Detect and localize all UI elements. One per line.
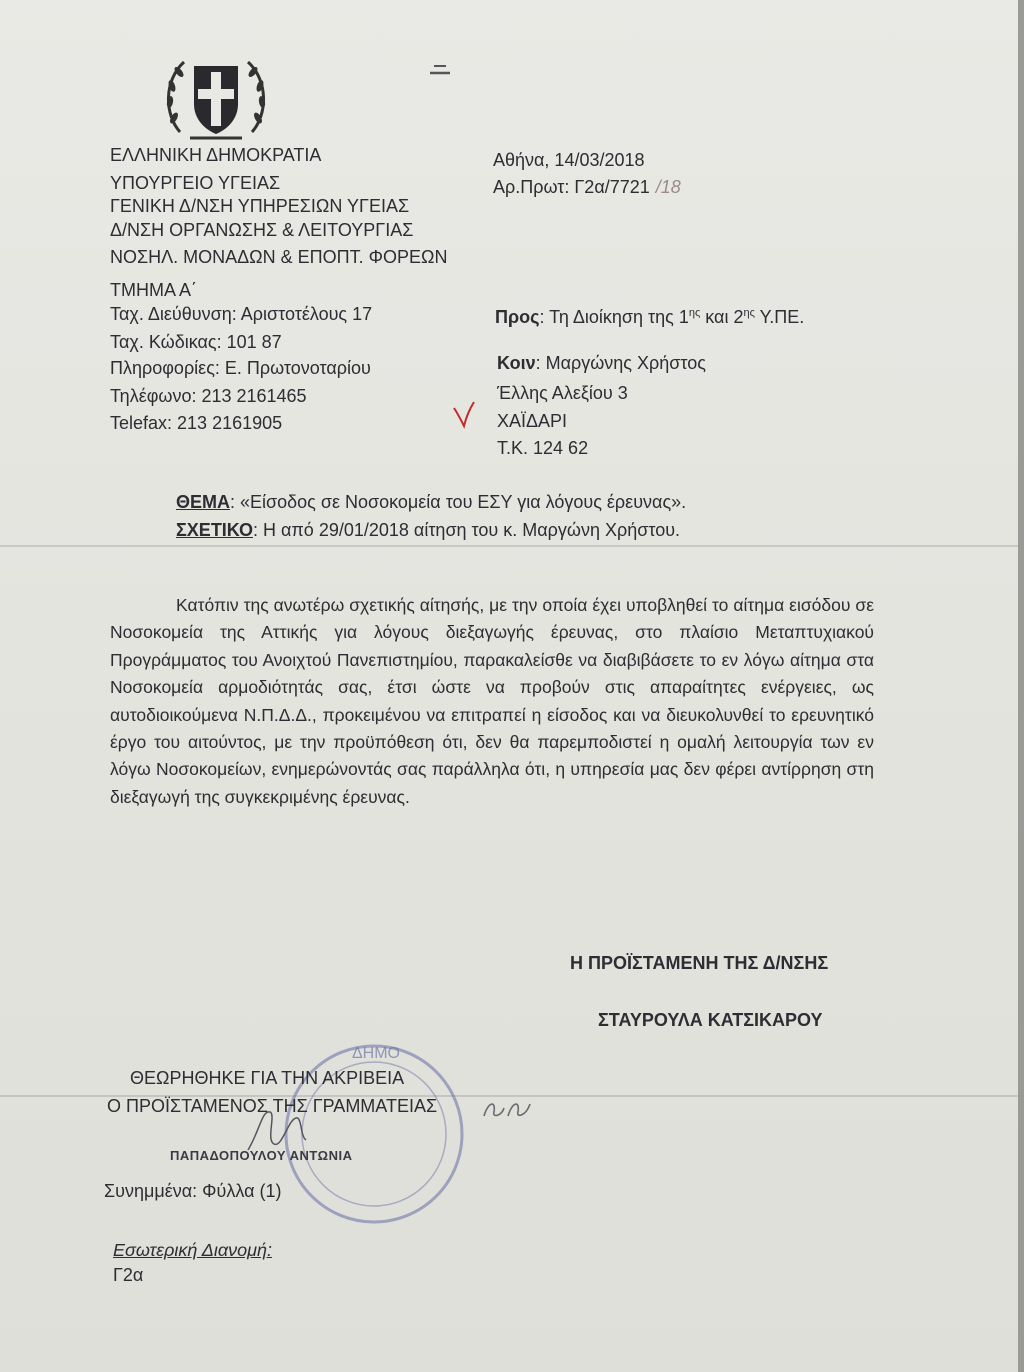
greek-emblem-icon (160, 52, 272, 148)
recipient (495, 303, 804, 327)
check-mark-icon (450, 400, 480, 430)
sender-line-4: Δ/ΝΣΗ ΟΡΓΑΝΩΣΗΣ & ΛΕΙΤΟΥΡΓΙΑΣ (110, 220, 414, 240)
attachments: Συνημμένα: Φύλλα (1) (104, 1181, 282, 1201)
handwritten-signature (240, 1100, 310, 1160)
sender-address: Ταχ. Διεύθυνση: Αριστοτέλους 17 (110, 304, 373, 324)
protocol-number (493, 177, 681, 197)
fold-line (0, 545, 1024, 547)
recipient-text-b: και 2 (700, 307, 744, 327)
handwritten-initials (478, 1092, 536, 1122)
sender-line-2: ΥΠΟΥΡΓΕΙΟ ΥΓΕΙΑΣ (110, 173, 281, 193)
subject-line (176, 492, 686, 512)
body-text (110, 592, 874, 811)
sender-line-3: ΓΕΝΙΚΗ Δ/ΝΣΗ ΥΠΗΡΕΣΙΩΝ ΥΓΕΙΑΣ (110, 196, 410, 216)
cc-postcode: Τ.Κ. 124 62 (497, 438, 589, 458)
related-line (176, 520, 680, 540)
recipient-text-c: Υ.ΠΕ. (754, 307, 805, 327)
body-paragraph: Κατόπιν της ανωτέρω σχετικής αίτησής, με την οποία έχει υποβληθεί το αίτημα εισόδου σε Νοσοκομεία της Αττικής για λόγους διεξαγωγής έρευνας, στο πλαίσιο Μεταπτυχιακού Προγράμματος του Ανοιχτού Πανεπιστημίου, παρακαλείσθε να διαβιβάσετε το εν λόγω αίτημα στα Νοσοκομεία αρμοδιότητάς σας, έτσι ώστε να προβούν στις απαραίτητες ενέργειες, ως αυτοδιοικούμενα Ν.Π.Δ.Δ., προκειμένου να επιτραπεί η είσοδος και να διευκολυνθεί το ερευνητικό έργο του αιτούντος, με την προϋπόθεση ότι, δεν θα παρεμποδιστεί η ομαλή λειτουργία των εν λόγω Νοσοκομείων, ενημερώνοντάς σας παράλληλα ότι, η υπηρεσία μας δεν φέρει αντίρρηση στη διεξαγωγή της συγκεκριμένης έρευνας. (110, 595, 874, 807)
recipient-sup-a: ης (688, 307, 701, 319)
sender-line-5: ΝΟΣΗΛ. ΜΟΝΑΔΩΝ & ΕΠΟΠΤ. ΦΟΡΕΩΝ (110, 247, 448, 267)
sender-phone: Τηλέφωνο: 213 2161465 (110, 386, 307, 406)
subject-label: ΘΕΜΑ (176, 492, 230, 512)
certification-line-1: ΘΕΩΡΗΘΗΚΕ ΓΙΑ ΤΗΝ ΑΚΡΙΒΕΙΑ (130, 1068, 405, 1088)
recipient-sup-b: ης (743, 307, 755, 319)
cc-city: ΧΑΪΔΑΡΙ (497, 411, 568, 431)
stamp-name: ΠΑΠΑΔΟΠΟΥΛΟΥ ΑΝΤΩΝΙΑ (170, 1148, 353, 1163)
signatory-title: Η ΠΡΟΪΣΤΑΜΕΝΗ ΤΗΣ Δ/ΝΣΗΣ (570, 953, 829, 973)
recipient-label: Προς (495, 307, 540, 327)
sender-line-6: ΤΜΗΜΑ Α΄ (110, 280, 198, 300)
cc-street: Έλλης Αλεξίου 3 (497, 383, 628, 403)
signatory-name: ΣΤΑΥΡΟΥΛΑ ΚΑΤΣΙΚΑΡΟΥ (598, 1010, 823, 1030)
subject-text: : «Είσοδος σε Νοσοκομεία του ΕΣΥ για λόγους έρευνας». (230, 492, 687, 512)
cc-line-1 (497, 353, 706, 373)
sender-fax: Telefax: 213 2161905 (110, 413, 283, 433)
sender-info: Πληροφορίες: Ε. Πρωτονοταρίου (110, 358, 371, 378)
sender-postcode: Ταχ. Κώδικας: 101 87 (110, 332, 282, 352)
date: Αθήνα, 14/03/2018 (493, 150, 645, 170)
page-edge-shadow (1018, 0, 1024, 1372)
handwritten-dash-mark (420, 62, 460, 78)
distribution-value: Γ2α (113, 1265, 144, 1285)
cc-name: : Μαργώνης Χρήστος (535, 353, 706, 373)
related-text: : Η από 29/01/2018 αίτηση του κ. Μαργώνη Χρήστου. (252, 520, 681, 540)
protocol-handwritten: /18 (655, 177, 681, 197)
related-label: ΣΧΕΤΙΚΟ (176, 520, 253, 540)
stamp-ring-text: ΔΗΜΟ (351, 1045, 401, 1062)
recipient-text-a: : Τη Διοίκηση της 1 (539, 307, 689, 327)
cc-label: Κοιν (497, 353, 536, 373)
distribution-label: Εσωτερική Διανομή: (113, 1240, 272, 1260)
protocol-text: Αρ.Πρωτ: Γ2α/7721 (493, 177, 650, 197)
sender-line-1: ΕΛΛΗΝΙΚΗ ΔΗΜΟΚΡΑΤΙΑ (110, 145, 322, 165)
certification-line-2: Ο ΠΡΟΪΣΤΑΜΕΝΟΣ ΤΗΣ ΓΡΑΜΜΑΤΕΙΑΣ (107, 1096, 438, 1116)
